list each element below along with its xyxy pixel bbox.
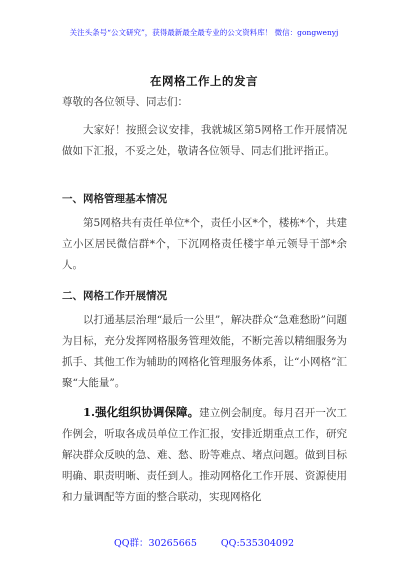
- qq-group-text: QQ群：30265665: [113, 538, 197, 549]
- heading-basic-situation: 一、网格管理基本情况: [62, 193, 167, 205]
- header-banner: 关注头条号“公文研究”，获得最新最全最专业的公文资料库！ 微信：gongwenyj: [69, 28, 339, 37]
- footer-contact: [0, 535, 408, 549]
- section-1-paragraph: [62, 402, 347, 508]
- heading-work-progress: 二、网格工作开展情况: [62, 290, 167, 302]
- qq-number-text: QQ:535304092: [220, 538, 295, 549]
- basic-situation-paragraph: 第5网格共有责任单位*个，责任小区*个，楼栋*个，共建立小区居民微信群*个，下沉网格责任楼宇单元领导干部*余人。: [62, 217, 347, 271]
- salutation: 尊敬的各位领导、同志们：: [62, 96, 188, 108]
- section-1-text: 建立例会制度。每月召开一次工作例会，听取各成员单位工作汇报，安排近期重点工作，研究解决群众反映的急、难、愁、盼等难点、堵点问题。做到目标明确、职责明晰、责任到人。推动网格化工作开展、资源使用和力量调配等方面的整合联动，实现网格化: [62, 407, 347, 503]
- document-title: 在网格工作上的发言: [150, 74, 258, 88]
- work-progress-paragraph: 以打通基层治理“最后一公里”，解决群众“急难愁盼”问题为目标，充分发挥网格服务管理效能，不断完善以精细服务为抓手、其他工作为辅助的网格化管理服务体系，让“小网格”汇聚“大能量”。: [62, 314, 347, 389]
- section-1-lead: 1.强化组织协调保障。: [83, 405, 200, 419]
- intro-paragraph: 大家好！按照会议安排，我就城区第5网格工作开展情况做如下汇报，不妥之处，敬请各位领导、同志们批评指正。: [62, 124, 347, 157]
